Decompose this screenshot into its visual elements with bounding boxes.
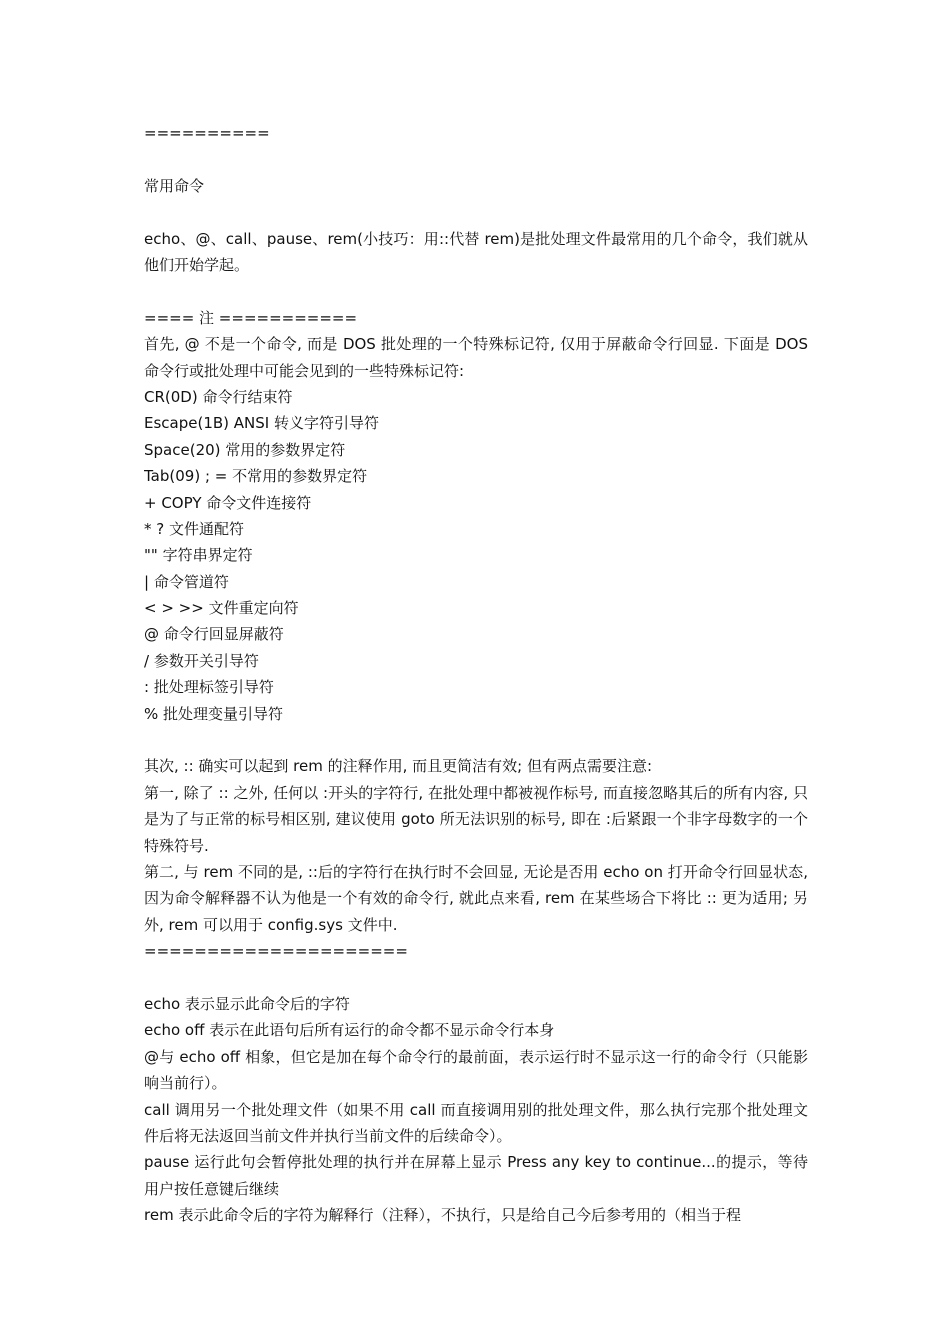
spacer bbox=[144, 965, 808, 991]
command-item: echo off 表示在此语句后所有运行的命令都不显示命令行本身 bbox=[144, 1021, 555, 1040]
symbol-item: Space(20) 常用的参数界定符 bbox=[144, 440, 346, 459]
second-intro: 其次, :: 确实可以起到 rem 的注释作用, 而且更简洁有效; 但有两点需要注意: bbox=[144, 757, 653, 776]
symbol-item: * ? 文件通配符 bbox=[144, 519, 244, 538]
symbol-item: @ 命令行回显屏蔽符 bbox=[144, 625, 284, 644]
symbol-item: + COPY 命令文件连接符 bbox=[144, 493, 312, 512]
document-body bbox=[144, 120, 808, 1229]
note-intro-paragraph: 首先, @ 不是一个命令, 而是 DOS 批处理的一个特殊标记符, 仅用于屏蔽命令行回显. 下面是 DOS 命令行或批处理中可能会见到的一些特殊标记符: bbox=[144, 335, 808, 380]
spacer bbox=[144, 727, 808, 753]
command-item: echo 表示显示此命令后的字符 bbox=[144, 995, 350, 1014]
symbol-item: "" 字符串界定符 bbox=[144, 546, 253, 565]
command-item: @与 echo off 相象，但它是加在每个命令行的最前面，表示运行时不显示这一行的命令行（只能影响当前行）。 bbox=[144, 1047, 808, 1093]
top-divider: ========== bbox=[144, 124, 270, 142]
symbol-item: | 命令管道符 bbox=[144, 572, 229, 591]
symbol-item: Escape(1B) ANSI 转义字符引导符 bbox=[144, 414, 379, 433]
symbol-item: CR(0D) 命令行结束符 bbox=[144, 387, 293, 406]
section-heading: 常用命令 bbox=[144, 176, 205, 195]
symbol-item: % 批处理变量引导符 bbox=[144, 704, 284, 723]
point-one-paragraph: 第一, 除了 :: 之外, 任何以 :开头的字符行, 在批处理中都被视作标号, 而直接忽略其后的所有内容, 只是为了与正常的标号相区别, 建议使用 goto 所无法识别的标号, 即在 :后紧跟一个非字母数字的一个特殊符号. bbox=[144, 783, 808, 855]
command-item: pause 运行此句会暂停批处理的执行并在屏幕上显示 Press any key to continue...的提示，等待用户按任意键后继续 bbox=[144, 1153, 808, 1198]
command-item: rem 表示此命令后的字符为解释行（注释），不执行，只是给自己今后参考用的（相当于程 bbox=[144, 1206, 741, 1225]
symbol-item: Tab(09) ; = 不常用的参数界定符 bbox=[144, 467, 368, 486]
symbol-item: < > >> 文件重定向符 bbox=[144, 599, 299, 618]
spacer bbox=[144, 146, 808, 172]
command-item: call 调用另一个批处理文件（如果不用 call 而直接调用别的批处理文件，那么执行完那个批处理文件后将无法返回当前文件并执行当前文件的后续命令）。 bbox=[144, 1100, 808, 1146]
note-header: ==== 注 =========== bbox=[144, 308, 358, 327]
symbol-item: : 批处理标签引导符 bbox=[144, 678, 274, 697]
spacer bbox=[144, 278, 808, 304]
command-list bbox=[144, 991, 808, 1229]
bottom-divider: ===================== bbox=[144, 942, 408, 961]
symbol-item: / 参数开关引导符 bbox=[144, 651, 259, 670]
point-two-paragraph: 第二, 与 rem 不同的是, ::后的字符行在执行时不会回显, 无论是否用 echo on 打开命令行回显状态, 因为命令解释器不认为他是一个有效的命令行, 就此点来看, rem 在某些场合下将比 :: 更为适用; 另外, rem 可以用于 config.sys 文件中. bbox=[144, 863, 808, 934]
intro-paragraph: echo、@、call、pause、rem(小技巧：用::代替 rem)是批处理文件最常用的几个命令，我们就从他们开始学起。 bbox=[144, 229, 808, 274]
spacer bbox=[144, 199, 808, 225]
symbol-list bbox=[144, 384, 808, 727]
